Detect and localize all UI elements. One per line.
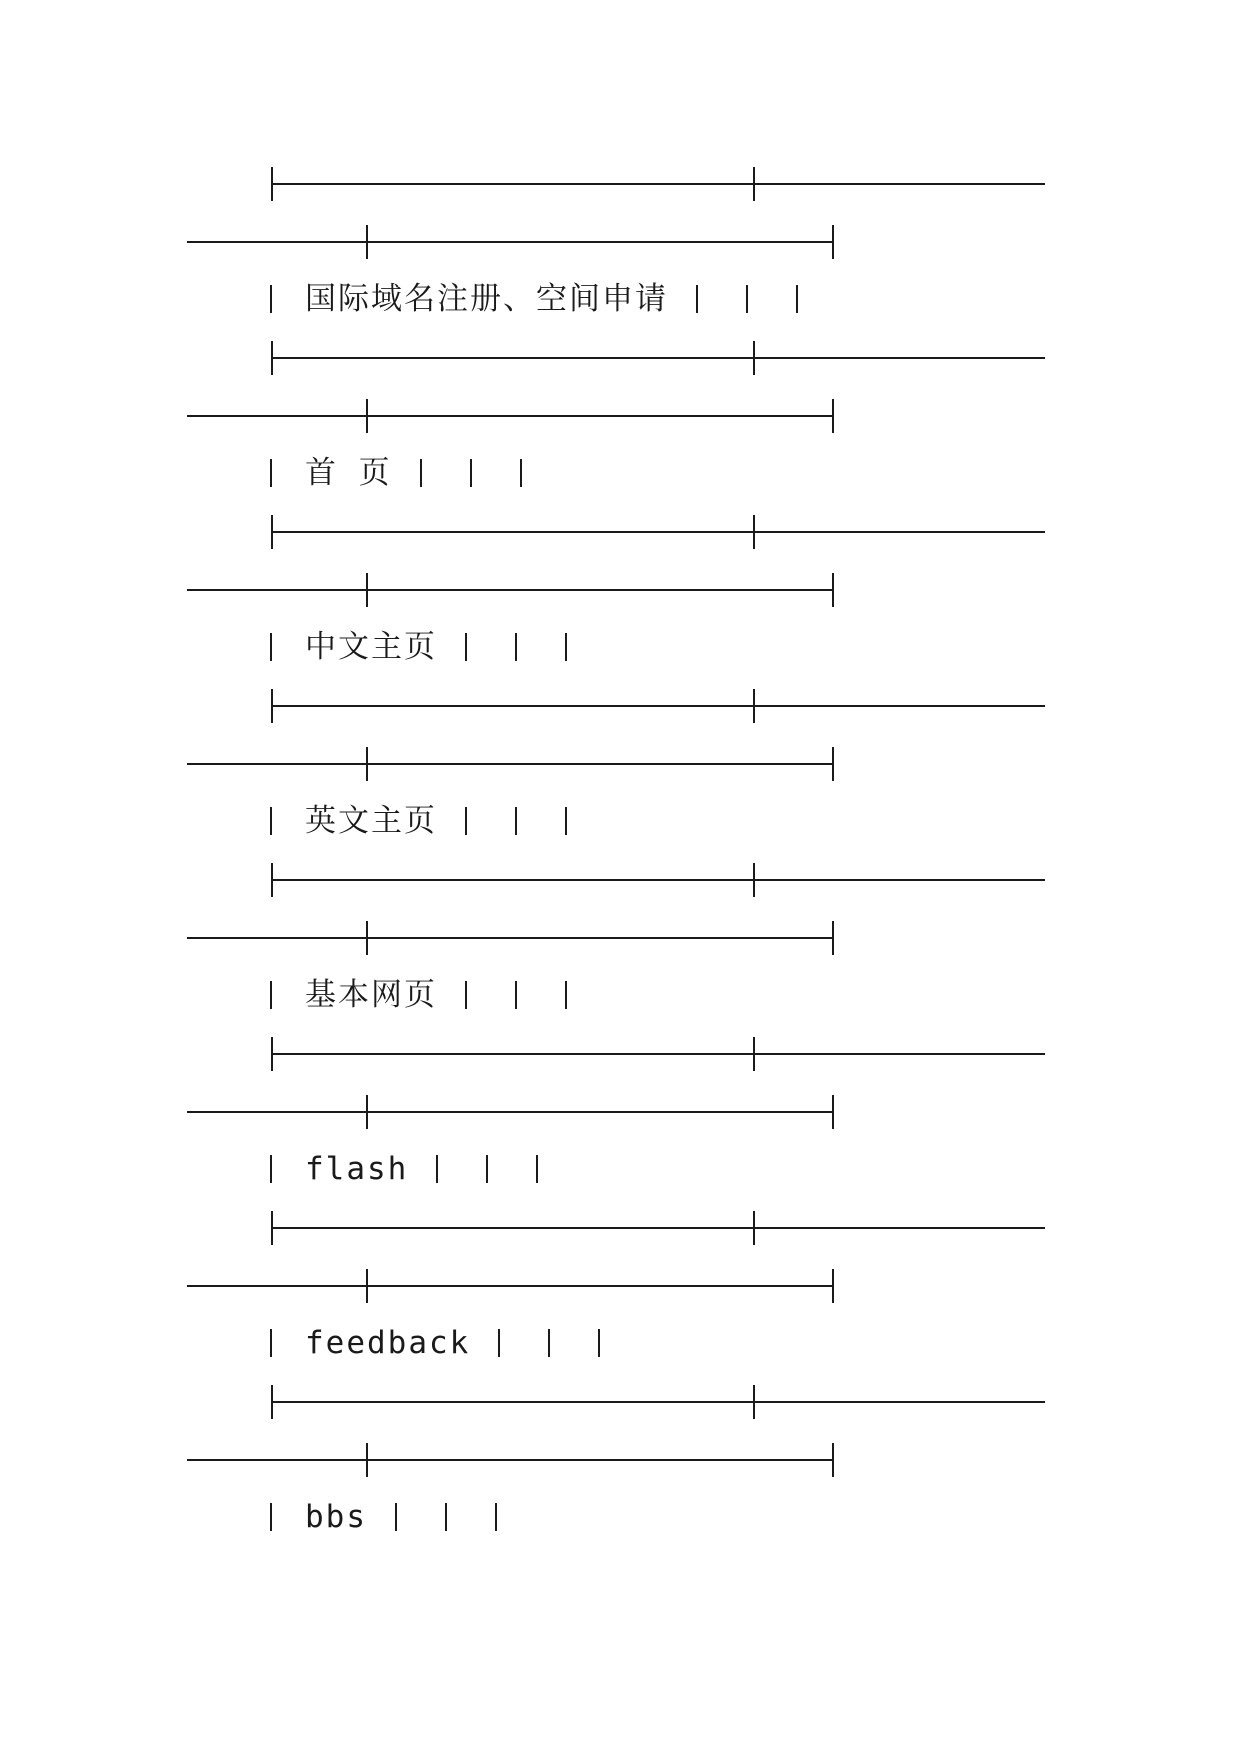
row-label: 英文主页 — [305, 803, 437, 839]
table-rule-tick — [366, 921, 368, 955]
cell-divider — [270, 459, 272, 487]
table-rule-line — [187, 1285, 834, 1287]
table-row — [0, 1497, 1241, 1537]
cell-divider — [598, 1329, 600, 1357]
table-rule-tick — [753, 1385, 755, 1419]
table-rule-tick — [366, 573, 368, 607]
table-rule-tick — [832, 573, 834, 607]
table-rule-line — [272, 1227, 1045, 1229]
cell-divider — [436, 1155, 438, 1183]
cell-divider — [465, 633, 467, 661]
table-row — [0, 453, 1241, 493]
cell-divider — [495, 1503, 497, 1531]
table-rule-line — [187, 589, 834, 591]
table-rule-tick — [753, 167, 755, 201]
table-rule-tick — [366, 1443, 368, 1477]
table-rule-tick — [271, 341, 273, 375]
table-row — [0, 975, 1241, 1015]
row-label: 国际域名注册、空间申请 — [305, 281, 668, 317]
cell-divider — [796, 285, 798, 313]
table-rule-tick — [753, 863, 755, 897]
cell-divider — [746, 285, 748, 313]
cell-divider — [565, 633, 567, 661]
table-rule-line — [272, 705, 1045, 707]
table-rule-line — [272, 531, 1045, 533]
cell-divider — [498, 1329, 500, 1357]
table-rule-line — [272, 357, 1045, 359]
cell-divider — [486, 1155, 488, 1183]
cell-divider — [696, 285, 698, 313]
table-rule-line — [187, 241, 834, 243]
table-rule-line — [272, 1401, 1045, 1403]
row-label: 中文主页 — [305, 629, 437, 665]
row-label: feedback — [305, 1325, 471, 1361]
table-rule-tick — [753, 341, 755, 375]
table-row — [0, 1149, 1241, 1189]
cell-divider — [470, 459, 472, 487]
table-rule-tick — [271, 515, 273, 549]
table-rule-line — [272, 1053, 1045, 1055]
table-rule-tick — [753, 515, 755, 549]
cell-divider — [565, 981, 567, 1009]
table-rule-tick — [832, 1443, 834, 1477]
row-label: bbs — [305, 1499, 367, 1535]
table-rule-line — [187, 1111, 834, 1113]
cell-divider — [520, 459, 522, 487]
table-rule-tick — [832, 1095, 834, 1129]
cell-divider — [395, 1503, 397, 1531]
table-rule-tick — [366, 399, 368, 433]
table-rule-line — [187, 1459, 834, 1461]
table-rule-tick — [366, 1269, 368, 1303]
row-label: 基本网页 — [305, 977, 437, 1013]
cell-divider — [270, 1155, 272, 1183]
cell-divider — [445, 1503, 447, 1531]
cell-divider — [515, 633, 517, 661]
cell-divider — [420, 459, 422, 487]
table-row — [0, 627, 1241, 667]
cell-divider — [270, 633, 272, 661]
table-rule-line — [187, 763, 834, 765]
cell-divider — [465, 981, 467, 1009]
table-rule-tick — [753, 1211, 755, 1245]
cell-divider — [465, 807, 467, 835]
table-rule-tick — [366, 225, 368, 259]
row-label: 首 页 — [305, 455, 392, 491]
cell-divider — [536, 1155, 538, 1183]
table-rule-tick — [832, 1269, 834, 1303]
row-label: flash — [305, 1151, 409, 1187]
cell-divider — [270, 1329, 272, 1357]
table-rule-line — [187, 937, 834, 939]
table-rule-tick — [753, 1037, 755, 1071]
table-row — [0, 1323, 1241, 1363]
table-rule-tick — [366, 747, 368, 781]
cell-divider — [270, 981, 272, 1009]
table-rule-tick — [832, 399, 834, 433]
cell-divider — [565, 807, 567, 835]
table-rule-tick — [271, 167, 273, 201]
table-rule-line — [187, 415, 834, 417]
table-rule-tick — [271, 1211, 273, 1245]
table-rule-tick — [832, 921, 834, 955]
table-rule-tick — [271, 1037, 273, 1071]
cell-divider — [548, 1329, 550, 1357]
table-rule-tick — [271, 689, 273, 723]
table-row — [0, 801, 1241, 841]
table-rule-tick — [832, 747, 834, 781]
table-rule-tick — [832, 225, 834, 259]
table-rule-tick — [366, 1095, 368, 1129]
table-row — [0, 279, 1241, 319]
table-rule-tick — [271, 1385, 273, 1419]
cell-divider — [270, 1503, 272, 1531]
table-rule-line — [272, 879, 1045, 881]
cell-divider — [515, 981, 517, 1009]
table-rule-tick — [753, 689, 755, 723]
cell-divider — [270, 285, 272, 313]
table-rule-line — [272, 183, 1045, 185]
cell-divider — [515, 807, 517, 835]
table-rule-tick — [271, 863, 273, 897]
cell-divider — [270, 807, 272, 835]
